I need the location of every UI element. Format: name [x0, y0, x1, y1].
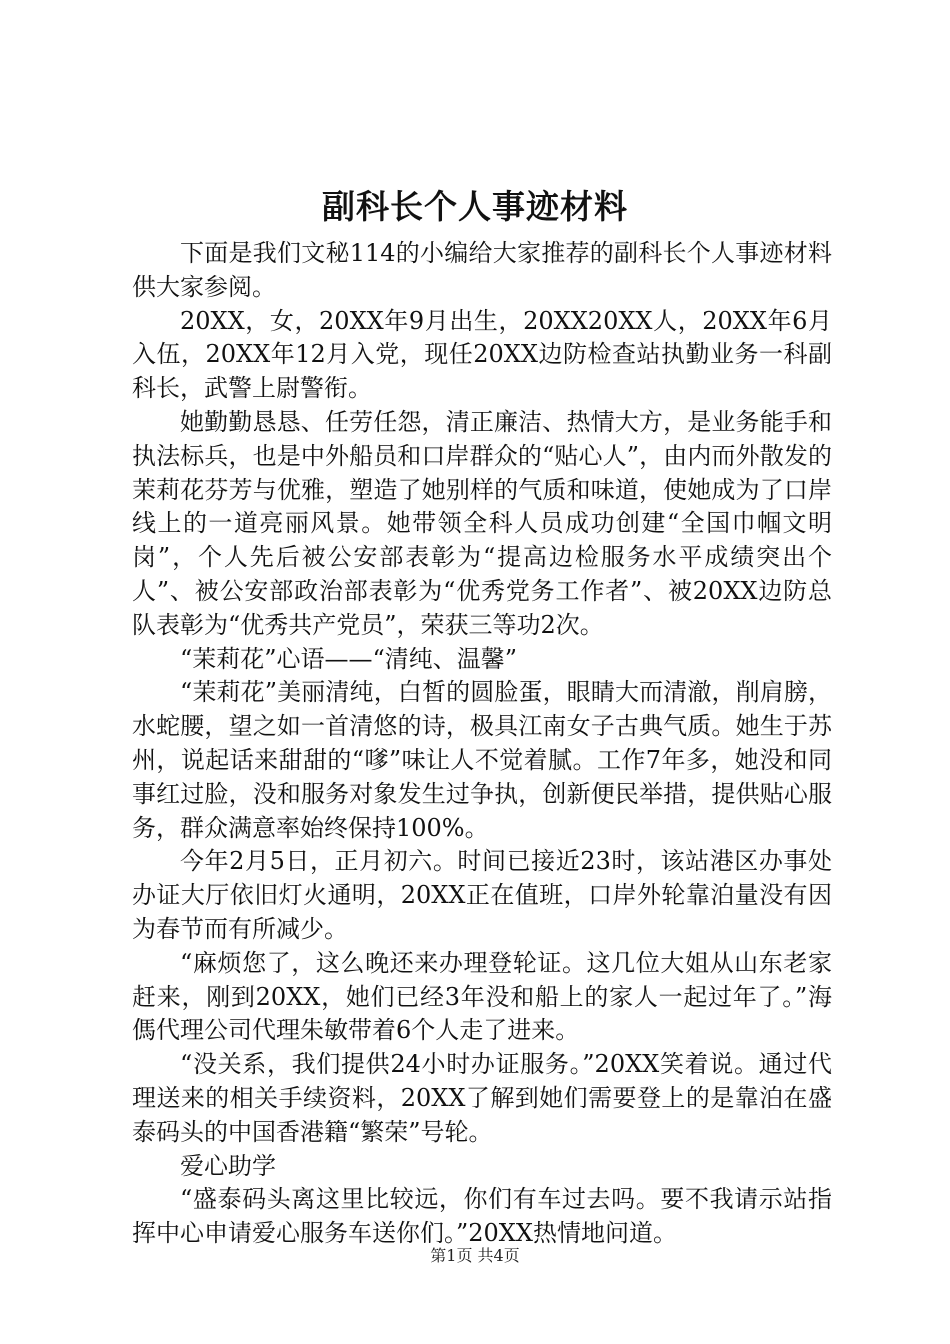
section-heading-jasmine: “茉莉花”心语——“清纯、温馨” — [180, 644, 518, 673]
paragraph-intro: 下面是我们文秘114的小编给大家推荐的副科长个人事迹材料供大家参阅。 — [132, 239, 832, 301]
section-heading-aid: 爱心助学 — [180, 1151, 276, 1180]
paragraph-quote-service: “没关系，我们提供24小时办证服务。”20XX笑着说。通过代理送来的相关手续资料，20XX了解到她们需要登上的是靠泊在盛泰码头的中国香港籍“繁荣”号轮。 — [132, 1050, 832, 1146]
page-footer: 第1页 共4页 — [430, 1246, 520, 1265]
paragraph-quote-agent: “麻烦您了，这么晚还来办理登轮证。这几位大姐从山东老家赶来，刚到20XX，她们已经3年没和船上的家人一起过年了。”海傌代理公司代理朱敏带着6个人走了进来。 — [132, 948, 832, 1045]
paragraph-achievements: 她勤勤恳恳、任劳任怨，清正廉洁、热情大方，是业务能手和执法标兵，也是中外船员和口岸群众的“贴心人”，由内而外散发的茉莉花芬芳与优雅，塑造了她别样的气质和味道，使她成为了口岸线上的一道亮丽风景。她带领全科人员成功创建“全国巾帼文明岗”，个人先后被公安部表彰为“提高边检服务水平成绩突出个人”、被公安部政治部表彰为“优秀党务工作者”、被20XX边防总队表彰为“优秀共产党员”，荣获三等功2次。 — [132, 407, 832, 639]
paragraph-profile: 20XX，女，20XX年9月出生，20XX20XX人，20XX年6月入伍，20XX年12月入党，现任20XX边防检查站执勤业务一科副科长，武警上尉警衔。 — [132, 306, 832, 403]
paragraph-night-duty: 今年2月5日，正月初六。时间已接近23时，该站港区办事处办证大厅依旧灯火通明，20XX正在值班，口岸外轮靠泊量没有因为春节而有所减少。 — [132, 847, 832, 943]
paragraph-jasmine: “茉莉花”美丽清纯，白皙的圆脸蛋，眼睛大而清澈，削肩膀，水蛇腰，望之如一首清悠的诗，极具江南女子古典气质。她生于苏州，说起话来甜甜的“嗲”味让人不觉着腻。工作7年多，她没和同事红过脸，没和服务对象发生过争执，创新便民举措，提供贴心服务，群众满意率始终保持100%。 — [132, 678, 832, 842]
document-body — [132, 237, 832, 1251]
paragraph-quote-car: “盛泰码头离这里比较远，你们有车过去吗。要不我请示站指挥中心申请爱心服务车送你们。”20XX热情地问道。 — [132, 1185, 832, 1248]
document-title: 副科长个人事迹材料 — [322, 187, 628, 226]
